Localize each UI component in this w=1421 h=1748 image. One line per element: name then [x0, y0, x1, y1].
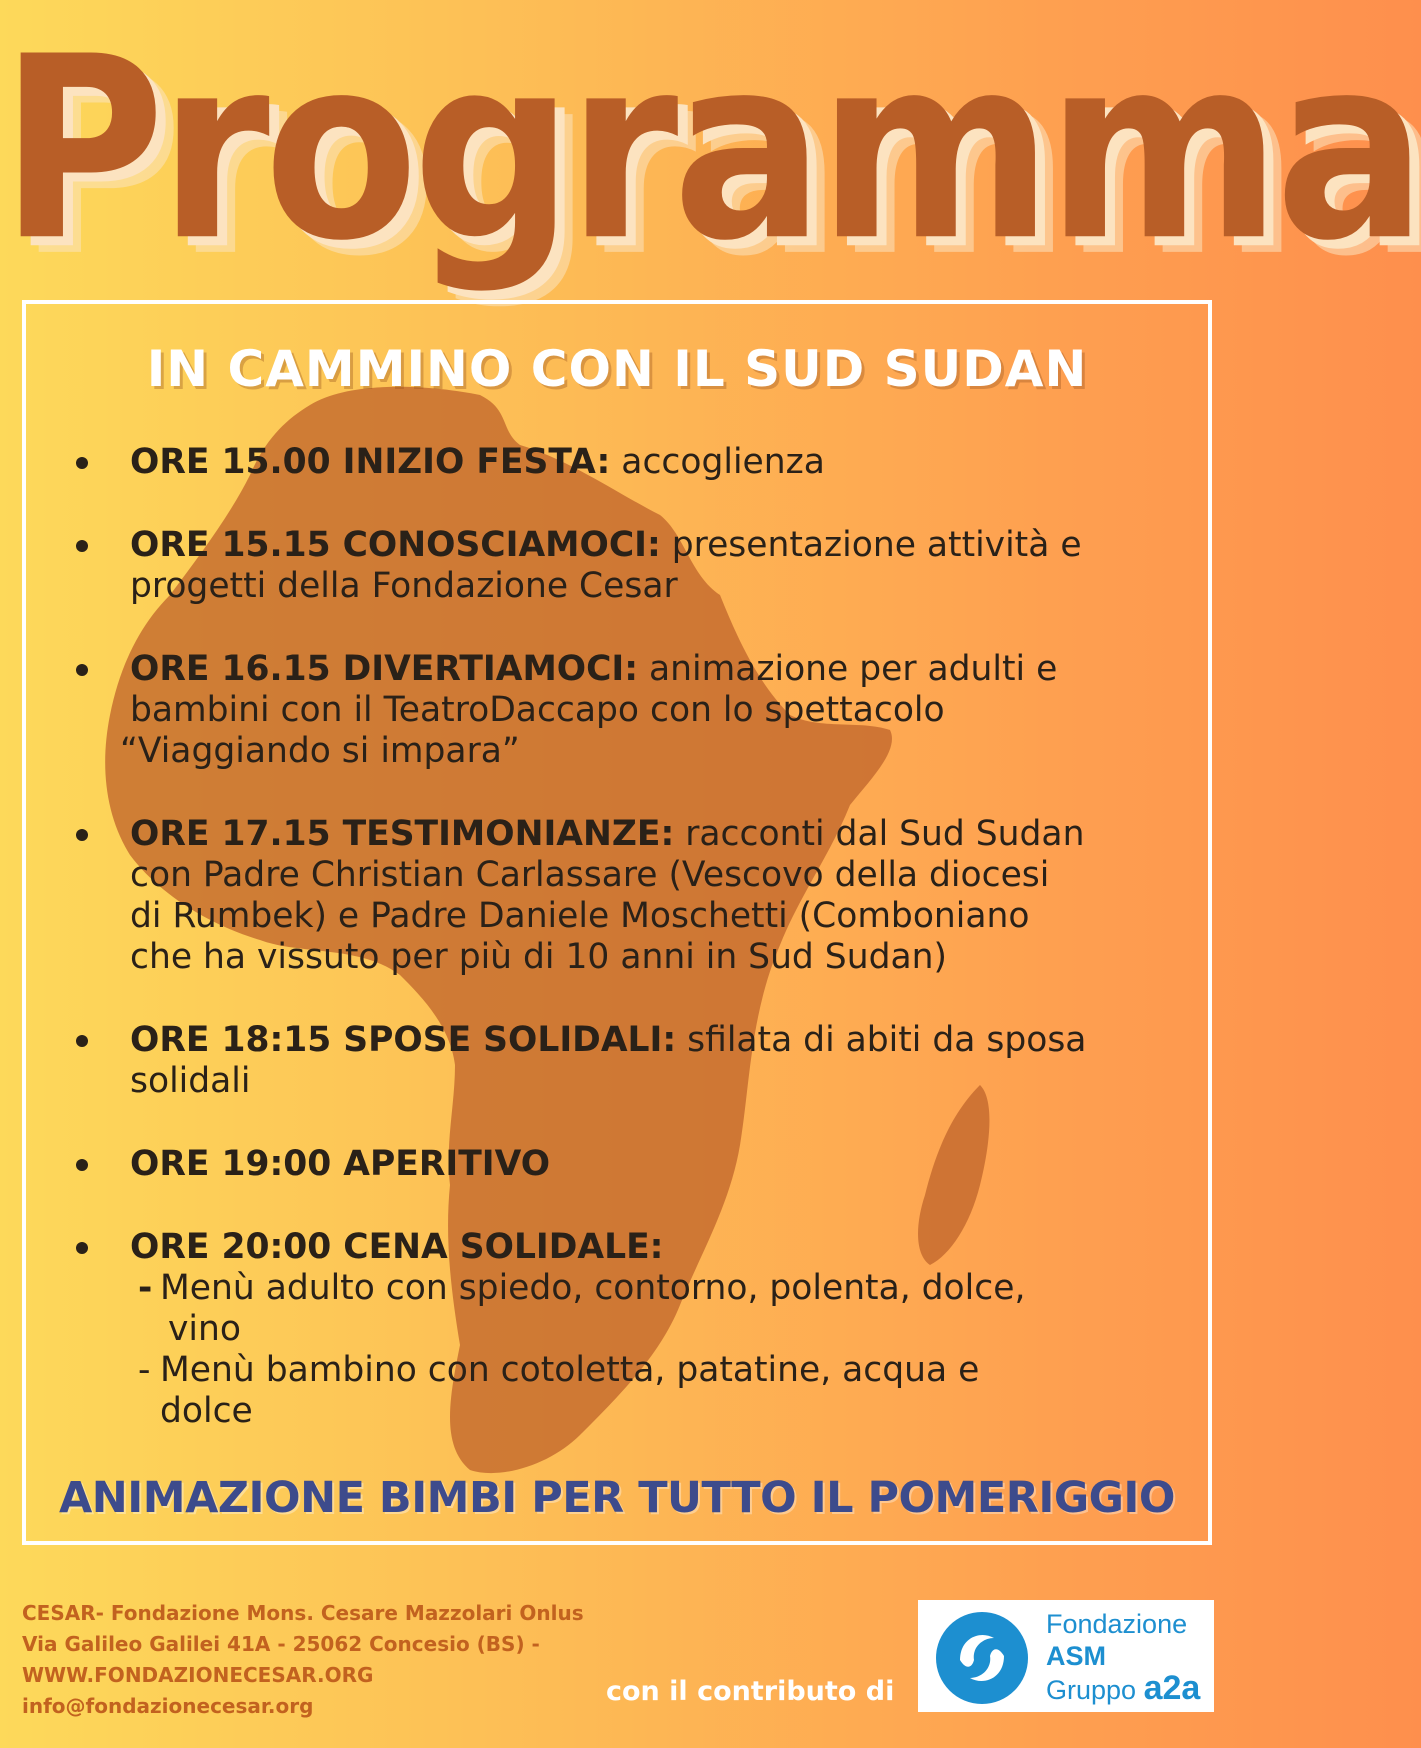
program-item	[70, 649, 1170, 772]
item-text: sfilata di abiti da sposa	[687, 1020, 1087, 1060]
item-text: di Rumbek) e Padre Daniele Moschetti (Comboniano	[130, 896, 1030, 936]
item-text: che ha vissuto per più di 10 anni in Sud Sudan)	[130, 937, 947, 977]
bullet-icon	[76, 1242, 88, 1254]
bullet-icon	[76, 540, 88, 552]
bullet-icon	[76, 1035, 88, 1047]
organization-name: CESAR- Fondazione Mons. Cesare Mazzolari Onlus	[22, 1601, 584, 1625]
bullet-icon	[76, 664, 88, 676]
item-time-label: ORE 15.00 INIZIO FESTA:	[130, 442, 611, 482]
organization-address: Via Galileo Galilei 41A - 25062 Concesio (BS) -	[22, 1632, 540, 1656]
program-list	[70, 442, 1170, 1474]
fondazione-asm-logo-icon	[932, 1608, 1032, 1708]
menu-dash: -	[138, 1268, 153, 1308]
sponsor-group: Gruppo	[1046, 1675, 1137, 1705]
program-item	[70, 442, 1170, 483]
sponsor-logo	[918, 1600, 1214, 1712]
sponsor-a2a: a2a	[1143, 1669, 1201, 1707]
program-item	[70, 814, 1170, 978]
bullet-icon	[76, 1159, 88, 1171]
item-text: con Padre Christian Carlassare (Vescovo della diocesi	[130, 855, 1050, 895]
kids-animation-banner: ANIMAZIONE BIMBI PER TUTTO IL POMERIGGIO	[59, 1473, 1175, 1523]
menu-item	[130, 1350, 1170, 1432]
menu-text: vino	[168, 1309, 241, 1349]
item-text: progetti della Fondazione Cesar	[130, 566, 678, 606]
item-text: “Viaggiando si impara”	[120, 731, 520, 771]
menu-dash: -	[138, 1350, 151, 1390]
organization-info	[22, 1598, 662, 1722]
menu-text: Menù adulto con spiedo, contorno, polenta, dolce,	[160, 1268, 1026, 1308]
program-item	[70, 1227, 1170, 1432]
program-item	[70, 1144, 1170, 1185]
item-text: presentazione attività e	[671, 525, 1082, 565]
item-text: animazione per adulti e	[649, 649, 1058, 689]
program-item	[70, 1020, 1170, 1102]
menu-item	[130, 1268, 1170, 1350]
program-item	[70, 525, 1170, 607]
item-text: accoglienza	[621, 442, 825, 482]
organization-email: info@fondazionecesar.org	[22, 1694, 314, 1718]
item-time-label: ORE 19:00 APERITIVO	[130, 1144, 551, 1184]
sponsor-name	[1046, 1608, 1200, 1706]
sponsor-line3	[1046, 1669, 1201, 1707]
sponsor-line1: Fondazione	[1046, 1609, 1188, 1639]
item-time-label: ORE 15.15 CONOSCIAMOCI:	[130, 525, 661, 565]
program-heading: IN CAMMINO CON IL SUD SUDAN	[146, 340, 1088, 398]
menu-text: dolce	[160, 1391, 253, 1431]
item-time-label: ORE 16.15 DIVERTIAMOCI:	[130, 649, 639, 689]
bullet-icon	[76, 829, 88, 841]
organization-website: WWW.FONDAZIONECESAR.ORG	[22, 1663, 374, 1687]
item-time-label: ORE 18:15 SPOSE SOLIDALI:	[130, 1020, 677, 1060]
sponsor-line2: ASM	[1046, 1641, 1106, 1671]
contribution-label: con il contributo di	[606, 1676, 895, 1707]
poster-title: Programma	[0, 3, 1421, 297]
item-text: bambini con il TeatroDaccapo con lo spettacolo	[130, 690, 945, 730]
menu-text: Menù bambino con cotoletta, patatine, acqua e	[160, 1350, 980, 1390]
item-text: racconti dal Sud Sudan	[685, 814, 1085, 854]
item-text: solidali	[130, 1061, 251, 1101]
bullet-icon	[76, 457, 88, 469]
item-time-label: ORE 20:00 CENA SOLIDALE:	[130, 1227, 664, 1267]
item-time-label: ORE 17.15 TESTIMONIANZE:	[130, 814, 675, 854]
